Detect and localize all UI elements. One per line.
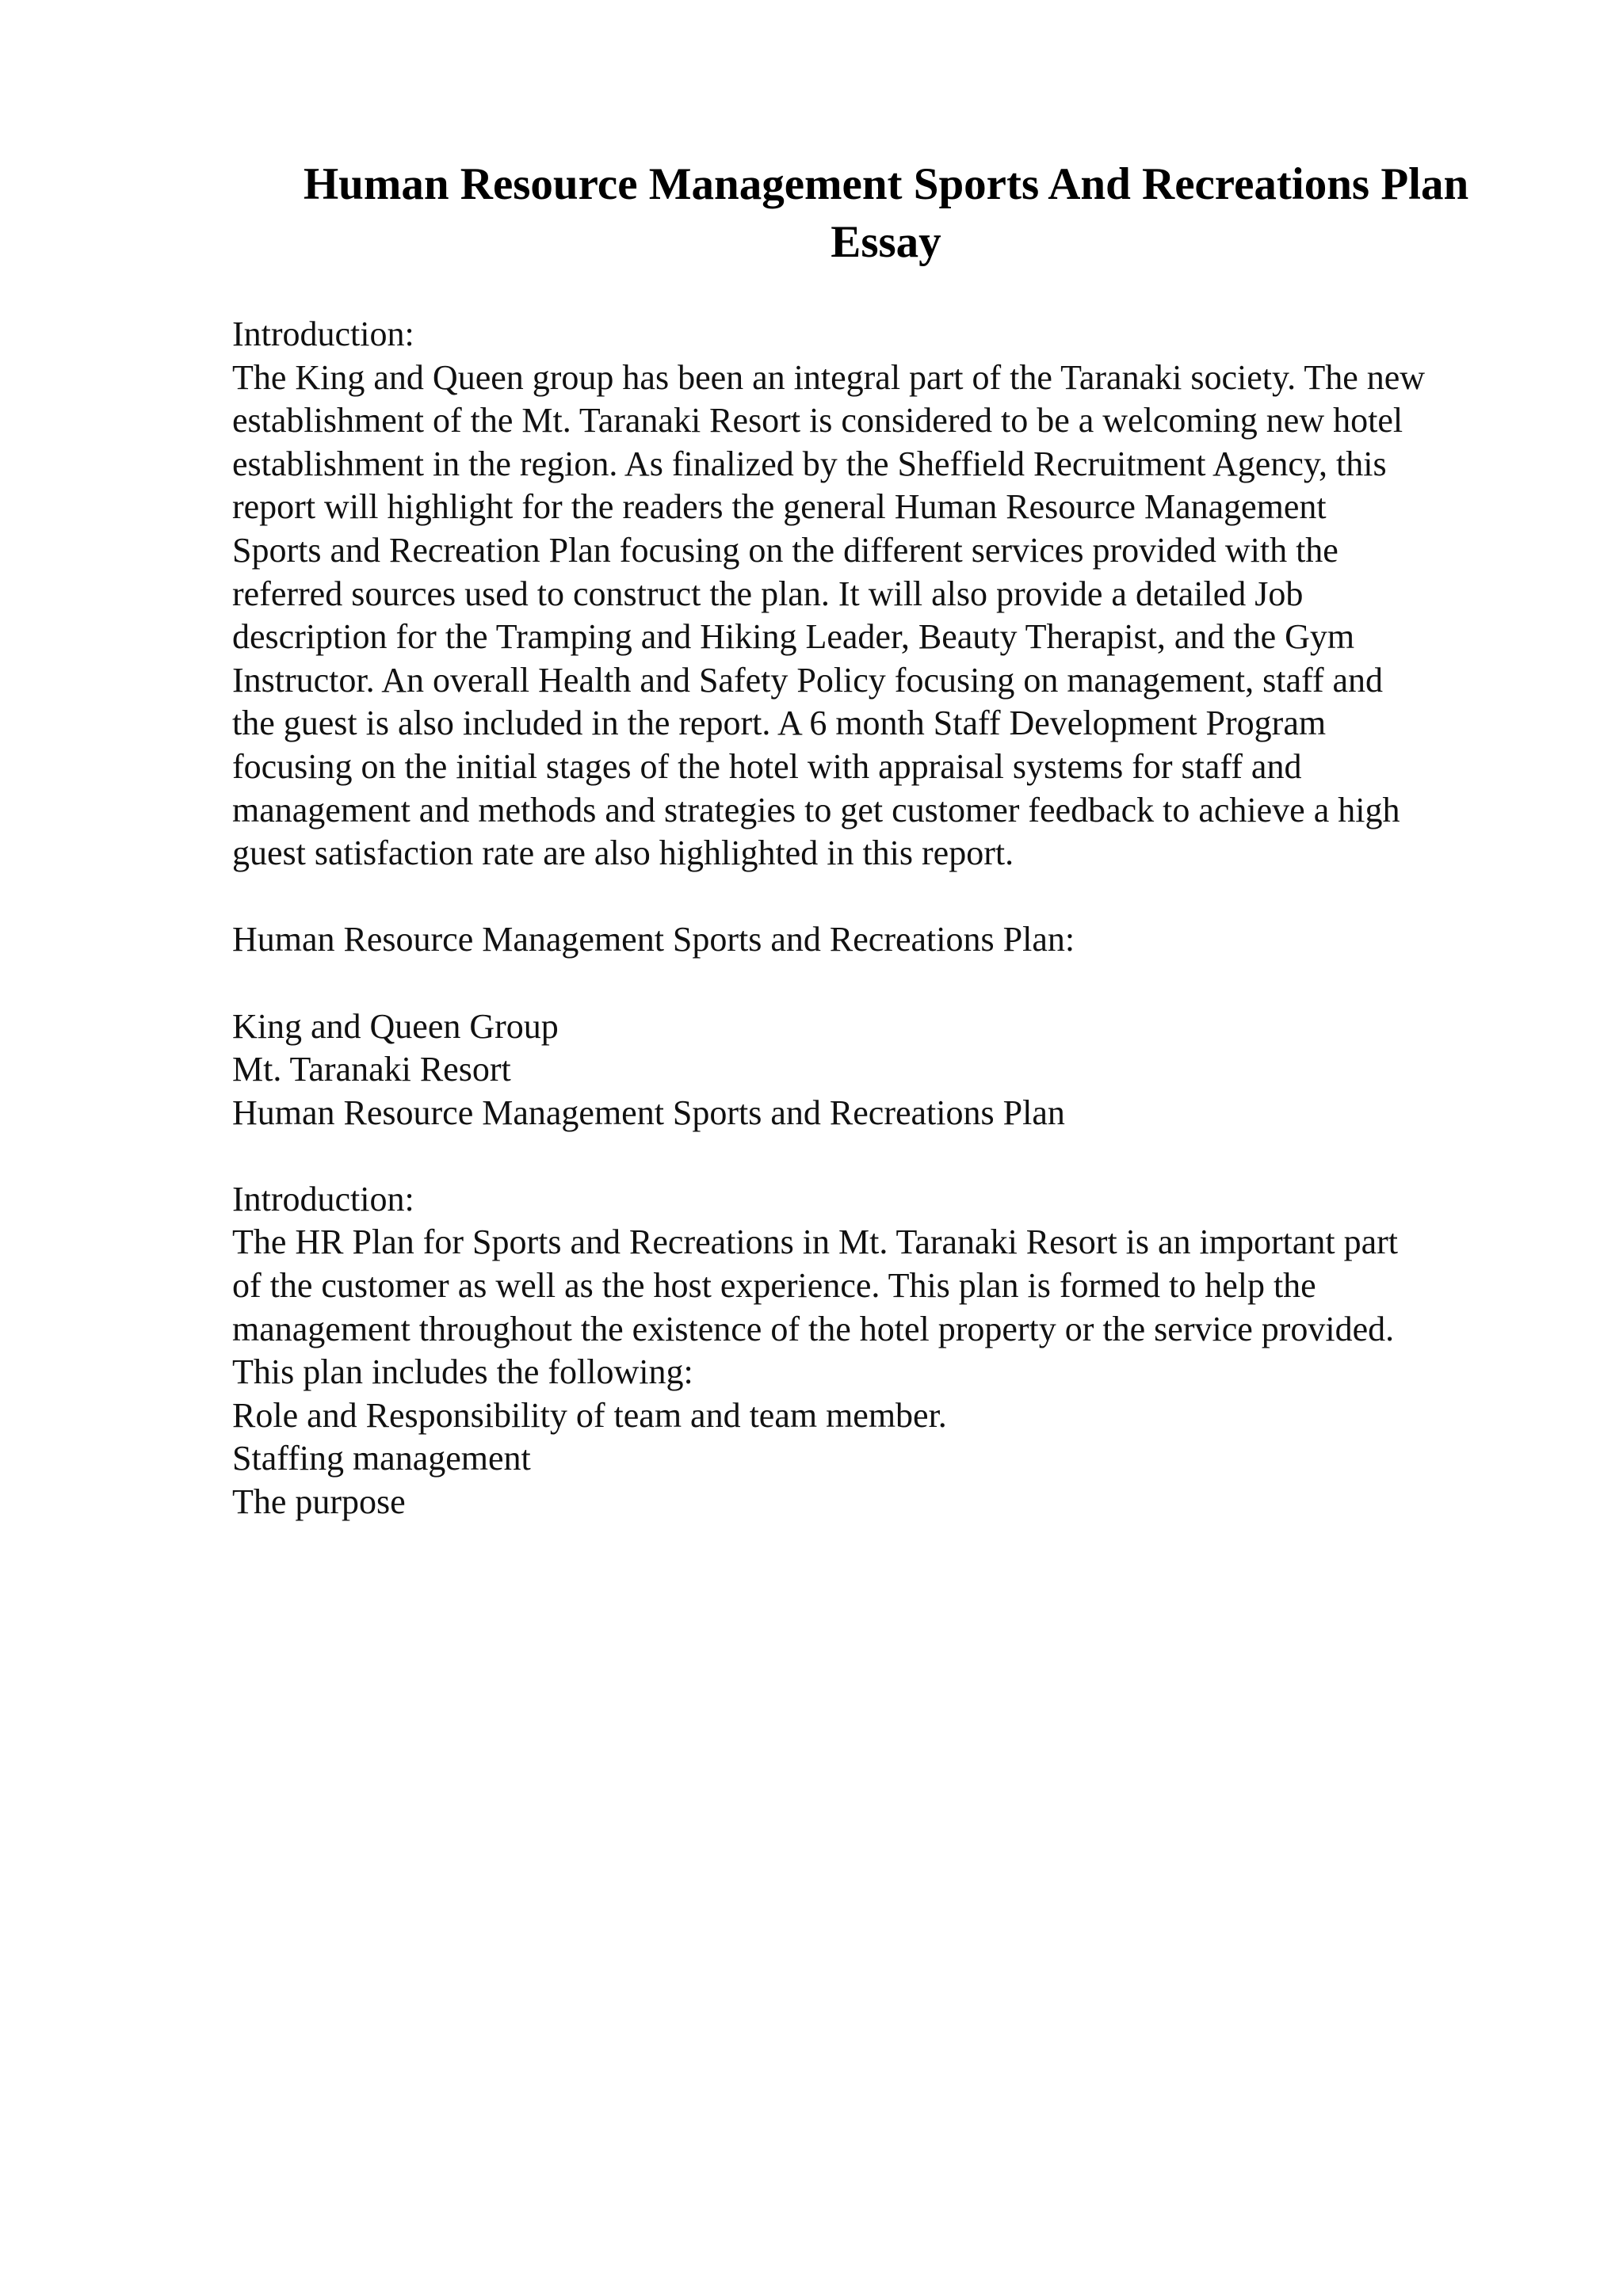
paragraph-line: referred sources used to construct the plan. It will also provide a detailed Job [232,574,1304,613]
paragraph-line: of the customer as well as the host experience. This plan is formed to help the [232,1266,1316,1306]
paragraph-line: The HR Plan for Sports and Recreations in Mt. Taranaki Resort is an important part [232,1222,1399,1262]
org-line: Human Resource Management Sports and Recreations Plan [232,1093,1065,1132]
section-heading: Human Resource Management Sports and Recreations Plan: [232,920,1075,959]
document-title [232,155,1540,271]
paragraph-gap [232,1135,1540,1178]
section-heading: Introduction: [232,315,414,353]
title-line: Essay [831,217,941,267]
paragraph-line: Role and Responsibility of team and team member. [232,1395,947,1435]
paragraph-line: Instructor. An overall Health and Safety Policy focusing on management, staff and [232,660,1384,700]
paragraph-line: report will highlight for the readers the general Human Resource Management [232,487,1327,527]
org-line: King and Queen Group [232,1006,559,1046]
paragraph-line: focusing on the initial stages of the hotel with appraisal systems for staff and [232,746,1302,786]
paragraph-gap [232,962,1540,1005]
paragraph-line: This plan includes the following: [232,1352,693,1392]
document-body [232,313,1540,1524]
paragraph-line: the guest is also included in the report. A 6 month Staff Development Program [232,704,1327,743]
paragraph-gap [232,875,1540,919]
paragraph-line: The King and Queen group has been an integral part of the Taranaki society. The new [232,357,1426,397]
paragraph-line: Sports and Recreation Plan focusing on the different services provided with the [232,530,1338,570]
org-line: Mt. Taranaki Resort [232,1050,511,1089]
paragraph-line: guest satisfaction rate are also highlighted in this report. [232,833,1014,873]
paragraph-line: establishment in the region. As finalized by the Sheffield Recruitment Agency, this [232,444,1387,483]
paragraph-line: description for the Tramping and Hiking Leader, Beauty Therapist, and the Gym [232,617,1355,657]
paragraph-line: management and methods and strategies to get customer feedback to achieve a high [232,790,1400,830]
paragraph-line: management throughout the existence of the hotel property or the service provided. [232,1309,1395,1348]
title-line: Human Resource Management Sports And Recreations Plan [303,159,1469,209]
paragraph-line: establishment of the Mt. Taranaki Resort is considered to be a welcoming new hotel [232,401,1403,441]
paragraph-line: Staffing management [232,1439,531,1478]
section-heading: Introduction: [232,1179,414,1219]
document-page [232,155,1540,1524]
paragraph-line: The purpose [232,1482,406,1522]
